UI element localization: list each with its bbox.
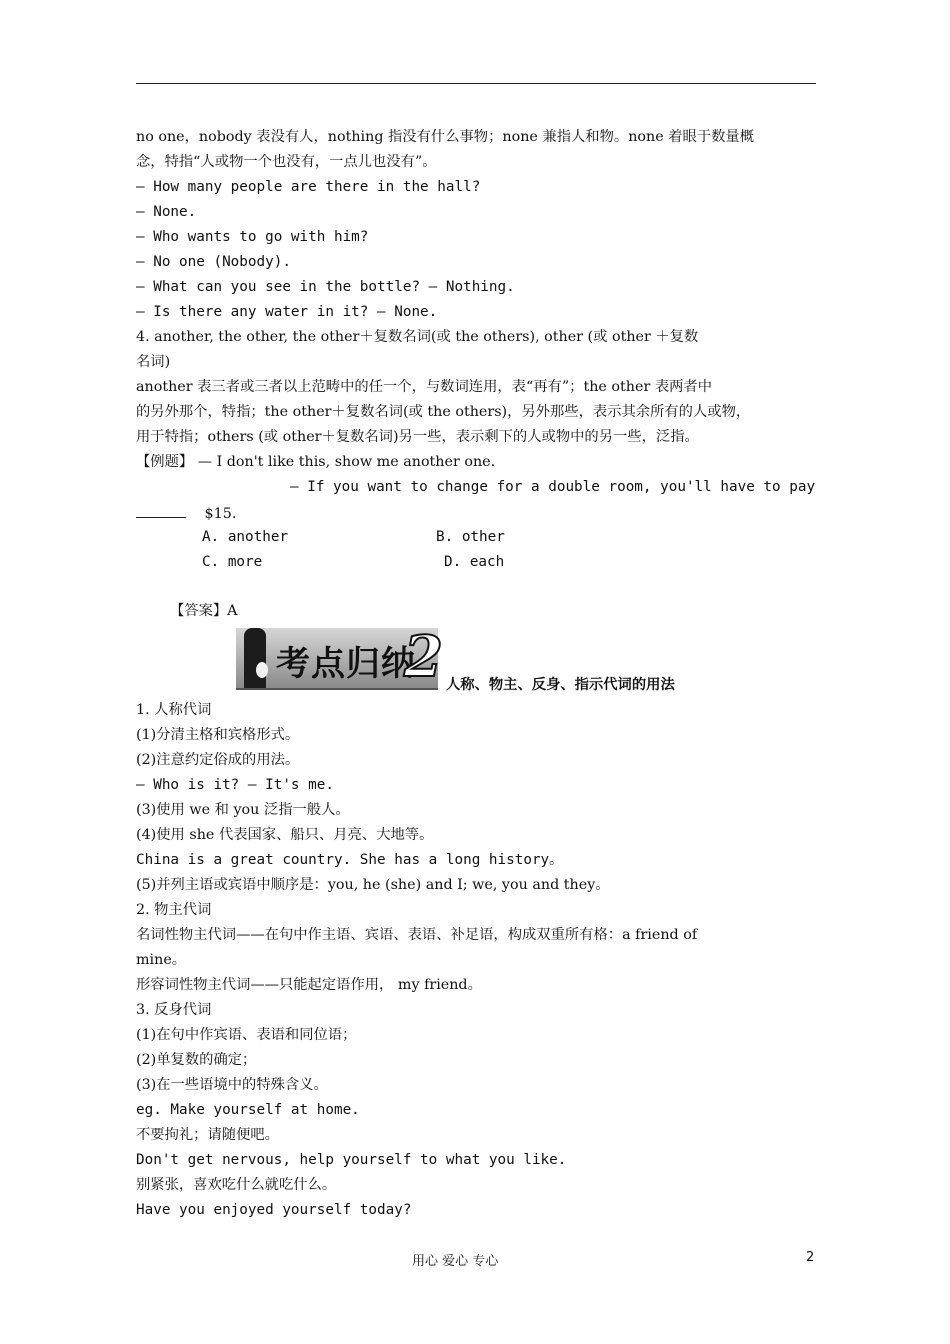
option-b: B. other [436,529,505,545]
text-line: (1)在句中作宾语、表语和同位语； [136,1027,357,1043]
banner-bar-icon [244,628,266,688]
answer-blank [136,503,186,518]
text-line: (2)单复数的确定； [136,1052,257,1068]
text-line: 4. another, the other, the other＋复数名词(或 the others), other (或 other ＋复数 [136,329,699,345]
text-line: 用于特指；others (或 other＋复数名词)另一些，表示剩下的人或物中的另一些，泛指。 [136,429,699,445]
example-line: Don't get nervous, help yourself to what you like. [136,1152,567,1168]
text-line: 2. 物主代词 [136,902,212,918]
example-question-cont: — If you want to change for a double room, you'll have to pay [290,479,816,495]
option-d: D. each [444,554,505,570]
text-line: 名词性物主代词——在句中作主语、宾语、表语、补足语，构成双重所有格：a friend of [136,927,698,943]
dialogue-line: — Is there any water in it? — None. [136,304,438,320]
text-line: 3. 反身代词 [136,1002,212,1018]
dialogue-line: — How many people are there in the hall? [136,179,481,195]
text-line: (3)使用 we 和 you 泛指一般人。 [136,802,350,818]
example-line: Have you enjoyed yourself today? [136,1202,412,1218]
text-line: 念，特指“人或物一个也没有，一点儿也没有”。 [136,154,437,170]
example-line: China is a great country. She has a long history。 [136,852,564,868]
dialogue-line: — None. [136,204,197,220]
dialogue-line: — No one (Nobody). [136,254,291,270]
text-line: 1. 人称代词 [136,702,212,718]
text-line: (5)并列主语或宾语中顺序是：you, he (she) and I; we, you and they。 [136,877,610,893]
text-line: (1)分清主格和宾格形式。 [136,727,300,743]
text-line: 形容词性物主代词——只能起定语作用， my friend。 [136,977,482,993]
option-c: C. more [202,554,263,570]
blank-line [136,503,236,523]
text-line: 名词) [136,354,171,370]
text-line: (3)在一些语境中的特殊含义。 [136,1077,328,1093]
banner-number: 2 [404,624,443,690]
text-line: another 表三者或三者以上范畴中的任一个，与数词连用，表“再有”；the other 表两者中 [136,379,713,395]
text-line: (4)使用 she 代表国家、船只、月亮、大地等。 [136,827,434,843]
section-banner [236,624,443,690]
amount: $15. [204,506,237,522]
text-line: no one，nobody 表没有人，nothing 指没有什么事物；none 兼指人和物。none 着眼于数量概 [136,129,755,145]
banner-dot-icon [256,662,268,678]
example-question: 【例题】 — I don't like this, show me another one. [136,454,496,470]
footer-motto: 用心 爱心 专心 [412,1254,499,1269]
dialogue-line: — Who wants to go with him? [136,229,369,245]
text-line: 别紧张，喜欢吃什么就吃什么。 [136,1177,337,1193]
text-line: 的另外那个，特指；the other＋复数名词(或 the others)，另外那些，表示其余所有的人或物， [136,404,751,420]
dialogue-line: — Who is it? — It's me. [136,777,334,793]
answer-line: 【答案】A [170,603,238,619]
section-heading: 人称、物主、反身、指示代词的用法 [446,677,675,693]
dialogue-line: — What can you see in the bottle? — Nothing. [136,279,515,295]
text-line: (2)注意约定俗成的用法。 [136,752,300,768]
option-a: A. another [202,529,289,545]
banner-title: 考点归纳 [276,644,416,684]
text-line: 不要拘礼；请随便吧。 [136,1127,279,1143]
page-number: 2 [806,1250,815,1265]
header-rule [136,83,816,84]
example-line: eg. Make yourself at home. [136,1102,360,1118]
text-line: mine。 [136,952,187,968]
